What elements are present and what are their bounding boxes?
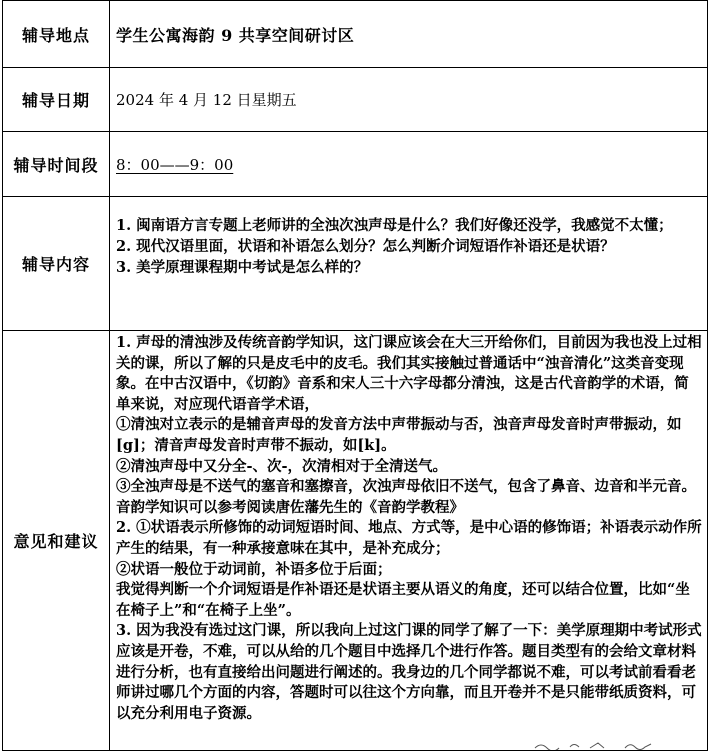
date-row (3, 68, 708, 132)
handwritten-signature (530, 740, 670, 750)
opinion-line: 2. ①状语表示所修饰的动词短语时间、地点、方式等，是中心语的修饰语；补语表示动作所产生的结果，有一种承接意味在其中，是补充成分； (116, 519, 702, 557)
opinion-cell (110, 331, 708, 751)
date-value: 2024 年 4 月 12 日星期五 (110, 68, 708, 132)
opinion-row (3, 331, 708, 751)
date-label: 辅导日期 (3, 68, 110, 132)
opinion-line: ①清浊对立表示的是辅音声母的发音方法中声带振动与否，浊音声母发音时声带振动，如[g]；清音声母发音时声带不振动，如[k]。 (116, 416, 682, 454)
location-label: 辅导地点 (3, 1, 110, 68)
time-cell (110, 132, 708, 197)
opinion-line: ②状语一般位于动词前，补语多位于后面； (116, 560, 392, 578)
content-line: 3. 美学原理课程期中考试是怎么样的？ (116, 259, 369, 276)
content-label: 辅导内容 (3, 197, 110, 331)
time-value: 8：00——9：00 (116, 155, 234, 174)
location-value: 学生公寓海韵 9 共享空间研讨区 (110, 1, 708, 68)
opinion-line: ③全浊声母是不送气的塞音和塞擦音，次浊声母依旧不送气，包含了鼻音、边音和半元音。 (116, 478, 696, 496)
signature-stroke-icon (530, 740, 670, 750)
opinion-line: 音韵学知识可以参考阅读唐佐藩先生的《音韵学教程》 (116, 498, 464, 516)
content-row (3, 197, 708, 331)
opinion-line: 3. 因为我没有选过这门课，所以我向上过这门课的同学了解了一下：美学原理期中考试形式应该是开卷，不难，可以从给的几个题目中选择几个进行作答。题目类型有的会给文章材料进行分析，也有直接给出问题进行阐述的。我身边的几个同学都说不难，可以考试前看看老师讲过哪几个方面的内容，答题时可以往这个方向靠，而且开卷并不是只能带纸质资料，可以充分利用电子资源。 (116, 622, 702, 722)
content-line: 1. 闽南语方言专题上老师讲的全浊次浊声母是什么？我们好像还没学，我感觉不太懂； (116, 217, 673, 234)
content-cell (110, 197, 708, 331)
opinion-label: 意见和建议 (3, 331, 110, 751)
time-label: 辅导时间段 (3, 132, 110, 197)
content-line: 2. 现代汉语里面，状语和补语怎么划分？怎么判断介词短语作补语还是状语？ (116, 238, 615, 255)
opinion-line: ②清浊声母中又分全-、次-，次清相对于全清送气。 (116, 457, 448, 475)
opinion-line: 我觉得判断一个介词短语是作补语还是状语主要从语义的角度，还可以结合位置，比如“坐在椅子上”和“在椅子上坐”。 (116, 581, 690, 619)
opinion-line: 1. 声母的清浊涉及传统音韵学知识，这门课应该会在大三开给你们，目前因为我也没上过相关的课，所以了解的只是皮毛中的皮毛。我们其实接触过普通话中“浊音清化”这类音变现象。在中古汉语中，《切韵》音系和宋人三十六字母都分清浊，这是古代音韵学的术语，简单来说，对应现代语音学术语， (116, 334, 702, 413)
time-row (3, 132, 708, 197)
tutoring-record-table (2, 0, 708, 751)
location-row (3, 1, 708, 68)
